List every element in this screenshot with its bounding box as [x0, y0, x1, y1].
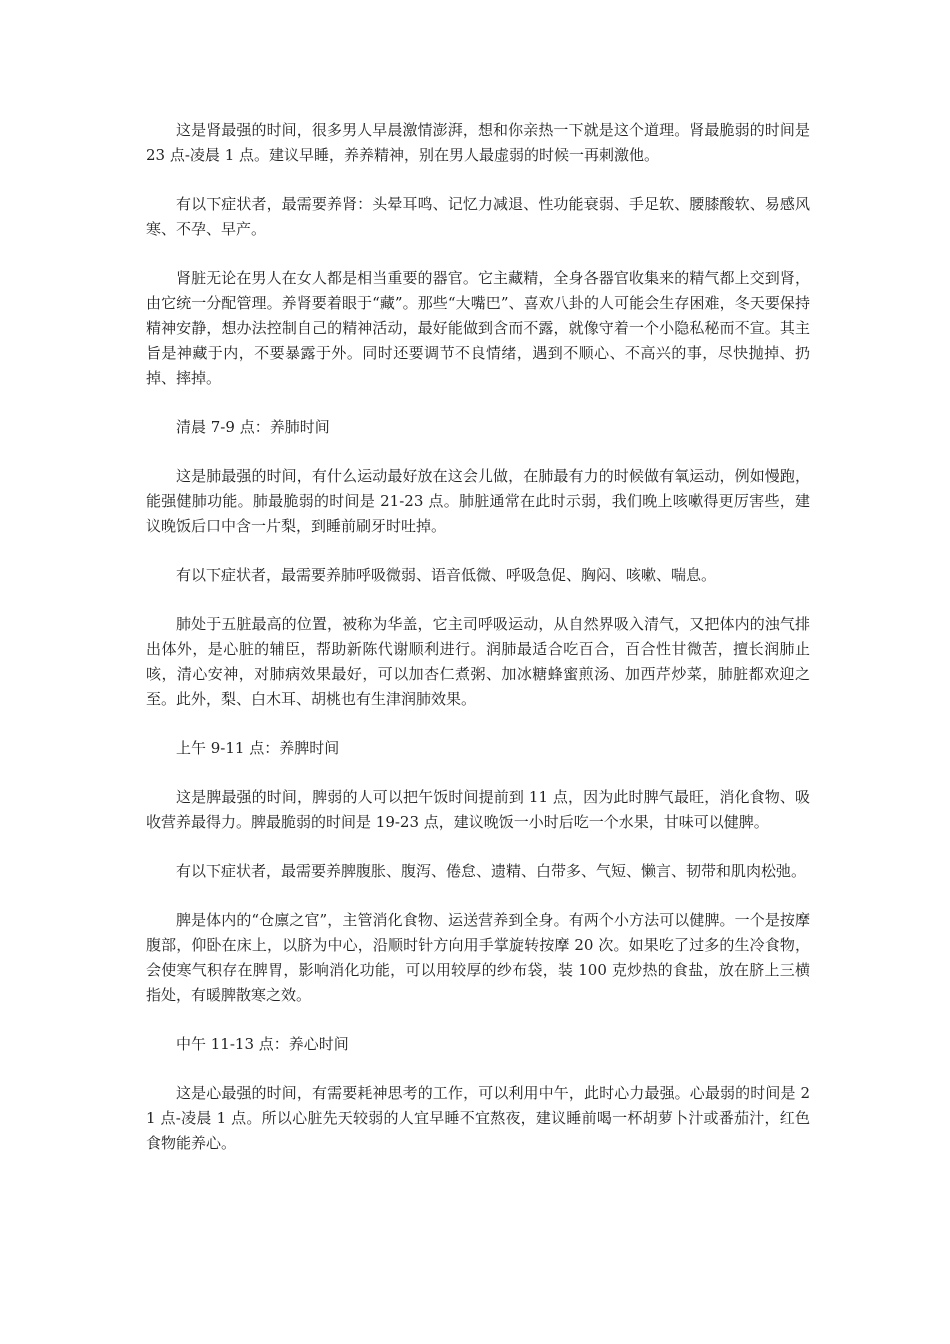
paragraph-lung-care: 肺处于五脏最高的位置，被称为华盖，它主司呼吸运动，从自然界吸入清气，又把体内的浊气排出体外，是心脏的辅臣，帮助新陈代谢顺利进行。润肺最适合吃百合，百合性甘微苦，擅长润肺止咳，清心安神，对肺病效果最好，可以加杏仁煮粥、加冰糖蜂蜜煎汤、加西芹炒菜，肺脏都欢迎之至。此外，梨、白木耳、胡桃也有生津润肺效果。	[146, 615, 810, 708]
paragraph-spleen-symptoms: 有以下症状者，最需要养脾腹胀、腹泻、倦怠、遗精、白带多、气短、懒言、韧带和肌肉松弛。	[176, 862, 807, 880]
section-heading-heart: 中午 11-13 点：养心时间	[176, 1035, 349, 1053]
paragraph-lung-strongest: 这是肺最强的时间，有什么运动最好放在这会儿做，在肺最有力的时候做有氧运动，例如慢跑，能强健肺功能。肺最脆弱的时间是 21-23 点。肺脏通常在此时示弱，我们晚上咳嗽得更厉害些，建议晚饭后口中含一片梨，到睡前刷牙时吐掉。	[146, 467, 810, 535]
paragraph-spleen-strongest: 这是脾最强的时间，脾弱的人可以把午饭时间提前到 11 点，因为此时脾气最旺，消化食物、吸收营养最得力。脾最脆弱的时间是 19-23 点，建议晚饭一小时后吃一个水果，甘味可以健脾。	[146, 788, 810, 831]
paragraph-lung-symptoms: 有以下症状者，最需要养肺呼吸微弱、语音低微、呼吸急促、胸闷、咳嗽、喘息。	[176, 566, 717, 584]
paragraph-kidney-symptoms: 有以下症状者，最需要养肾：头晕耳鸣、记忆力减退、性功能衰弱、手足软、腰膝酸软、易感风寒、不孕、早产。	[146, 195, 810, 238]
document-page	[146, 118, 810, 1180]
section-heading-spleen: 上午 9-11 点：养脾时间	[176, 739, 340, 757]
paragraph-heart-strongest: 这是心最强的时间，有需要耗神思考的工作，可以利用中午，此时心力最强。心最弱的时间是 21 点-凌晨 1 点。所以心脏先天较弱的人宜早睡不宜熬夜，建议睡前喝一杯胡萝卜汁或番茄汁，红色食物能养心。	[146, 1084, 810, 1152]
paragraph-kidney-strongest: 这是肾最强的时间，很多男人早晨激情澎湃，想和你亲热一下就是这个道理。肾最脆弱的时间是 23 点-凌晨 1 点。建议早睡，养养精神，别在男人最虚弱的时候一再刺激他。	[146, 121, 810, 164]
paragraph-spleen-care: 脾是体内的“仓廪之官”，主管消化食物、运送营养到全身。有两个小方法可以健脾。一个是按摩腹部，仰卧在床上，以脐为中心，沿顺时针方向用手掌旋转按摩 20 次。如果吃了过多的生冷食物，会使寒气积存在脾胃，影响消化功能，可以用较厚的纱布袋，装 100 克炒热的食盐，放在脐上三横指处，有暖脾散寒之效。	[146, 911, 810, 1004]
section-heading-lung: 清晨 7-9 点：养肺时间	[176, 418, 330, 436]
paragraph-kidney-care: 肾脏无论在男人在女人都是相当重要的器官。它主藏精，全身各器官收集来的精气都上交到肾，由它统一分配管理。养肾要着眼于“藏”。那些“大嘴巴”、喜欢八卦的人可能会生存困难，冬天要保持精神安静，想办法控制自己的精神活动，最好能做到含而不露，就像守着一个小隐私秘而不宣。其主旨是神藏于内，不要暴露于外。同时还要调节不良情绪，遇到不顺心、不高兴的事，尽快抛掉、扔掉、摔掉。	[146, 269, 810, 387]
